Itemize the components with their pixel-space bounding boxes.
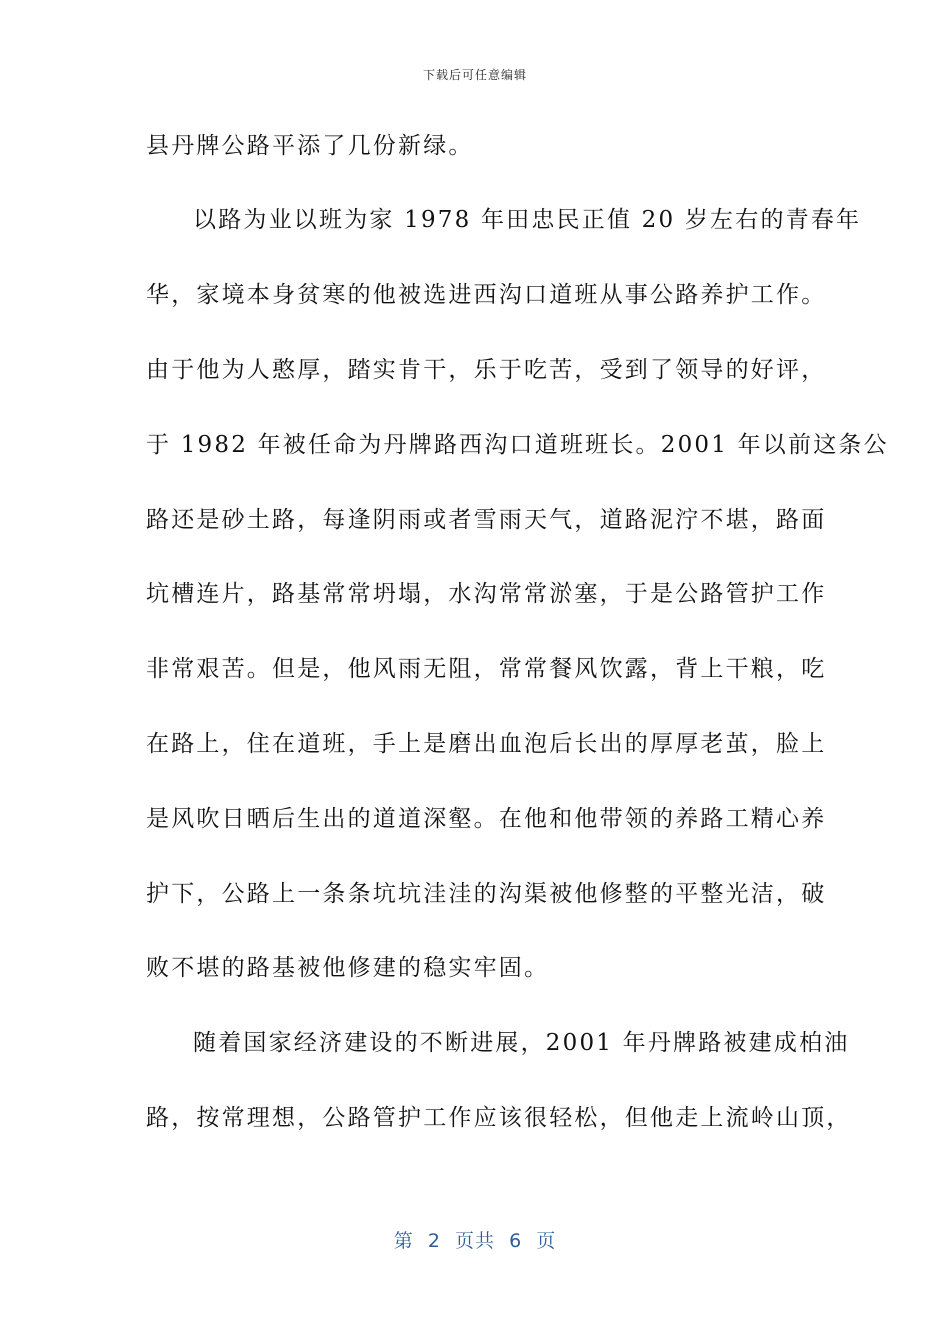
text-line: 于 1982 年被任命为丹牌路西沟口道班班长。2001 年以前这条公 (146, 432, 889, 458)
page-number-footer: 第 2 页共 6 页 (393, 1230, 557, 1252)
paragraph-start-line: 以路为业以班为家 1978 年田忠民正值 20 岁左右的青春年 (193, 207, 862, 233)
text-line: 败不堪的路基被他修建的稳实牢固。 (146, 955, 550, 981)
text-line: 非常艰苦。但是，他风雨无阻，常常餐风饮露，背上干粮，吃 (146, 656, 827, 682)
text-line: 路，按常理想，公路管护工作应该很轻松，但他走上流岭山顶， (146, 1105, 852, 1131)
text-line: 是风吹日晒后生出的道道深壑。在他和他带领的养路工精心养 (146, 806, 827, 832)
paragraph-start-line: 随着国家经济建设的不断进展，2001 年丹牌路被建成柏油 (193, 1030, 850, 1056)
text-line: 由于他为人憨厚，踏实肯干，乐于吃苦，受到了领导的好评， (146, 357, 827, 383)
page-header-note: 下载后可任意编辑 (422, 68, 527, 82)
text-line: 路还是砂土路，每逢阴雨或者雪雨天气，道路泥泞不堪，路面 (146, 507, 827, 533)
text-line: 坑槽连片，路基常常坍塌，水沟常常淤塞，于是公路管护工作 (146, 581, 827, 607)
text-line: 在路上，住在道班，手上是磨出血泡后长出的厚厚老茧，脸上 (146, 731, 827, 757)
text-line: 县丹牌公路平添了几份新绿。 (146, 133, 474, 159)
text-line: 护下，公路上一条条坑坑洼洼的沟渠被他修整的平整光洁，破 (146, 881, 827, 907)
text-line: 华，家境本身贫寒的他被选进西沟口道班从事公路养护工作。 (146, 282, 827, 308)
